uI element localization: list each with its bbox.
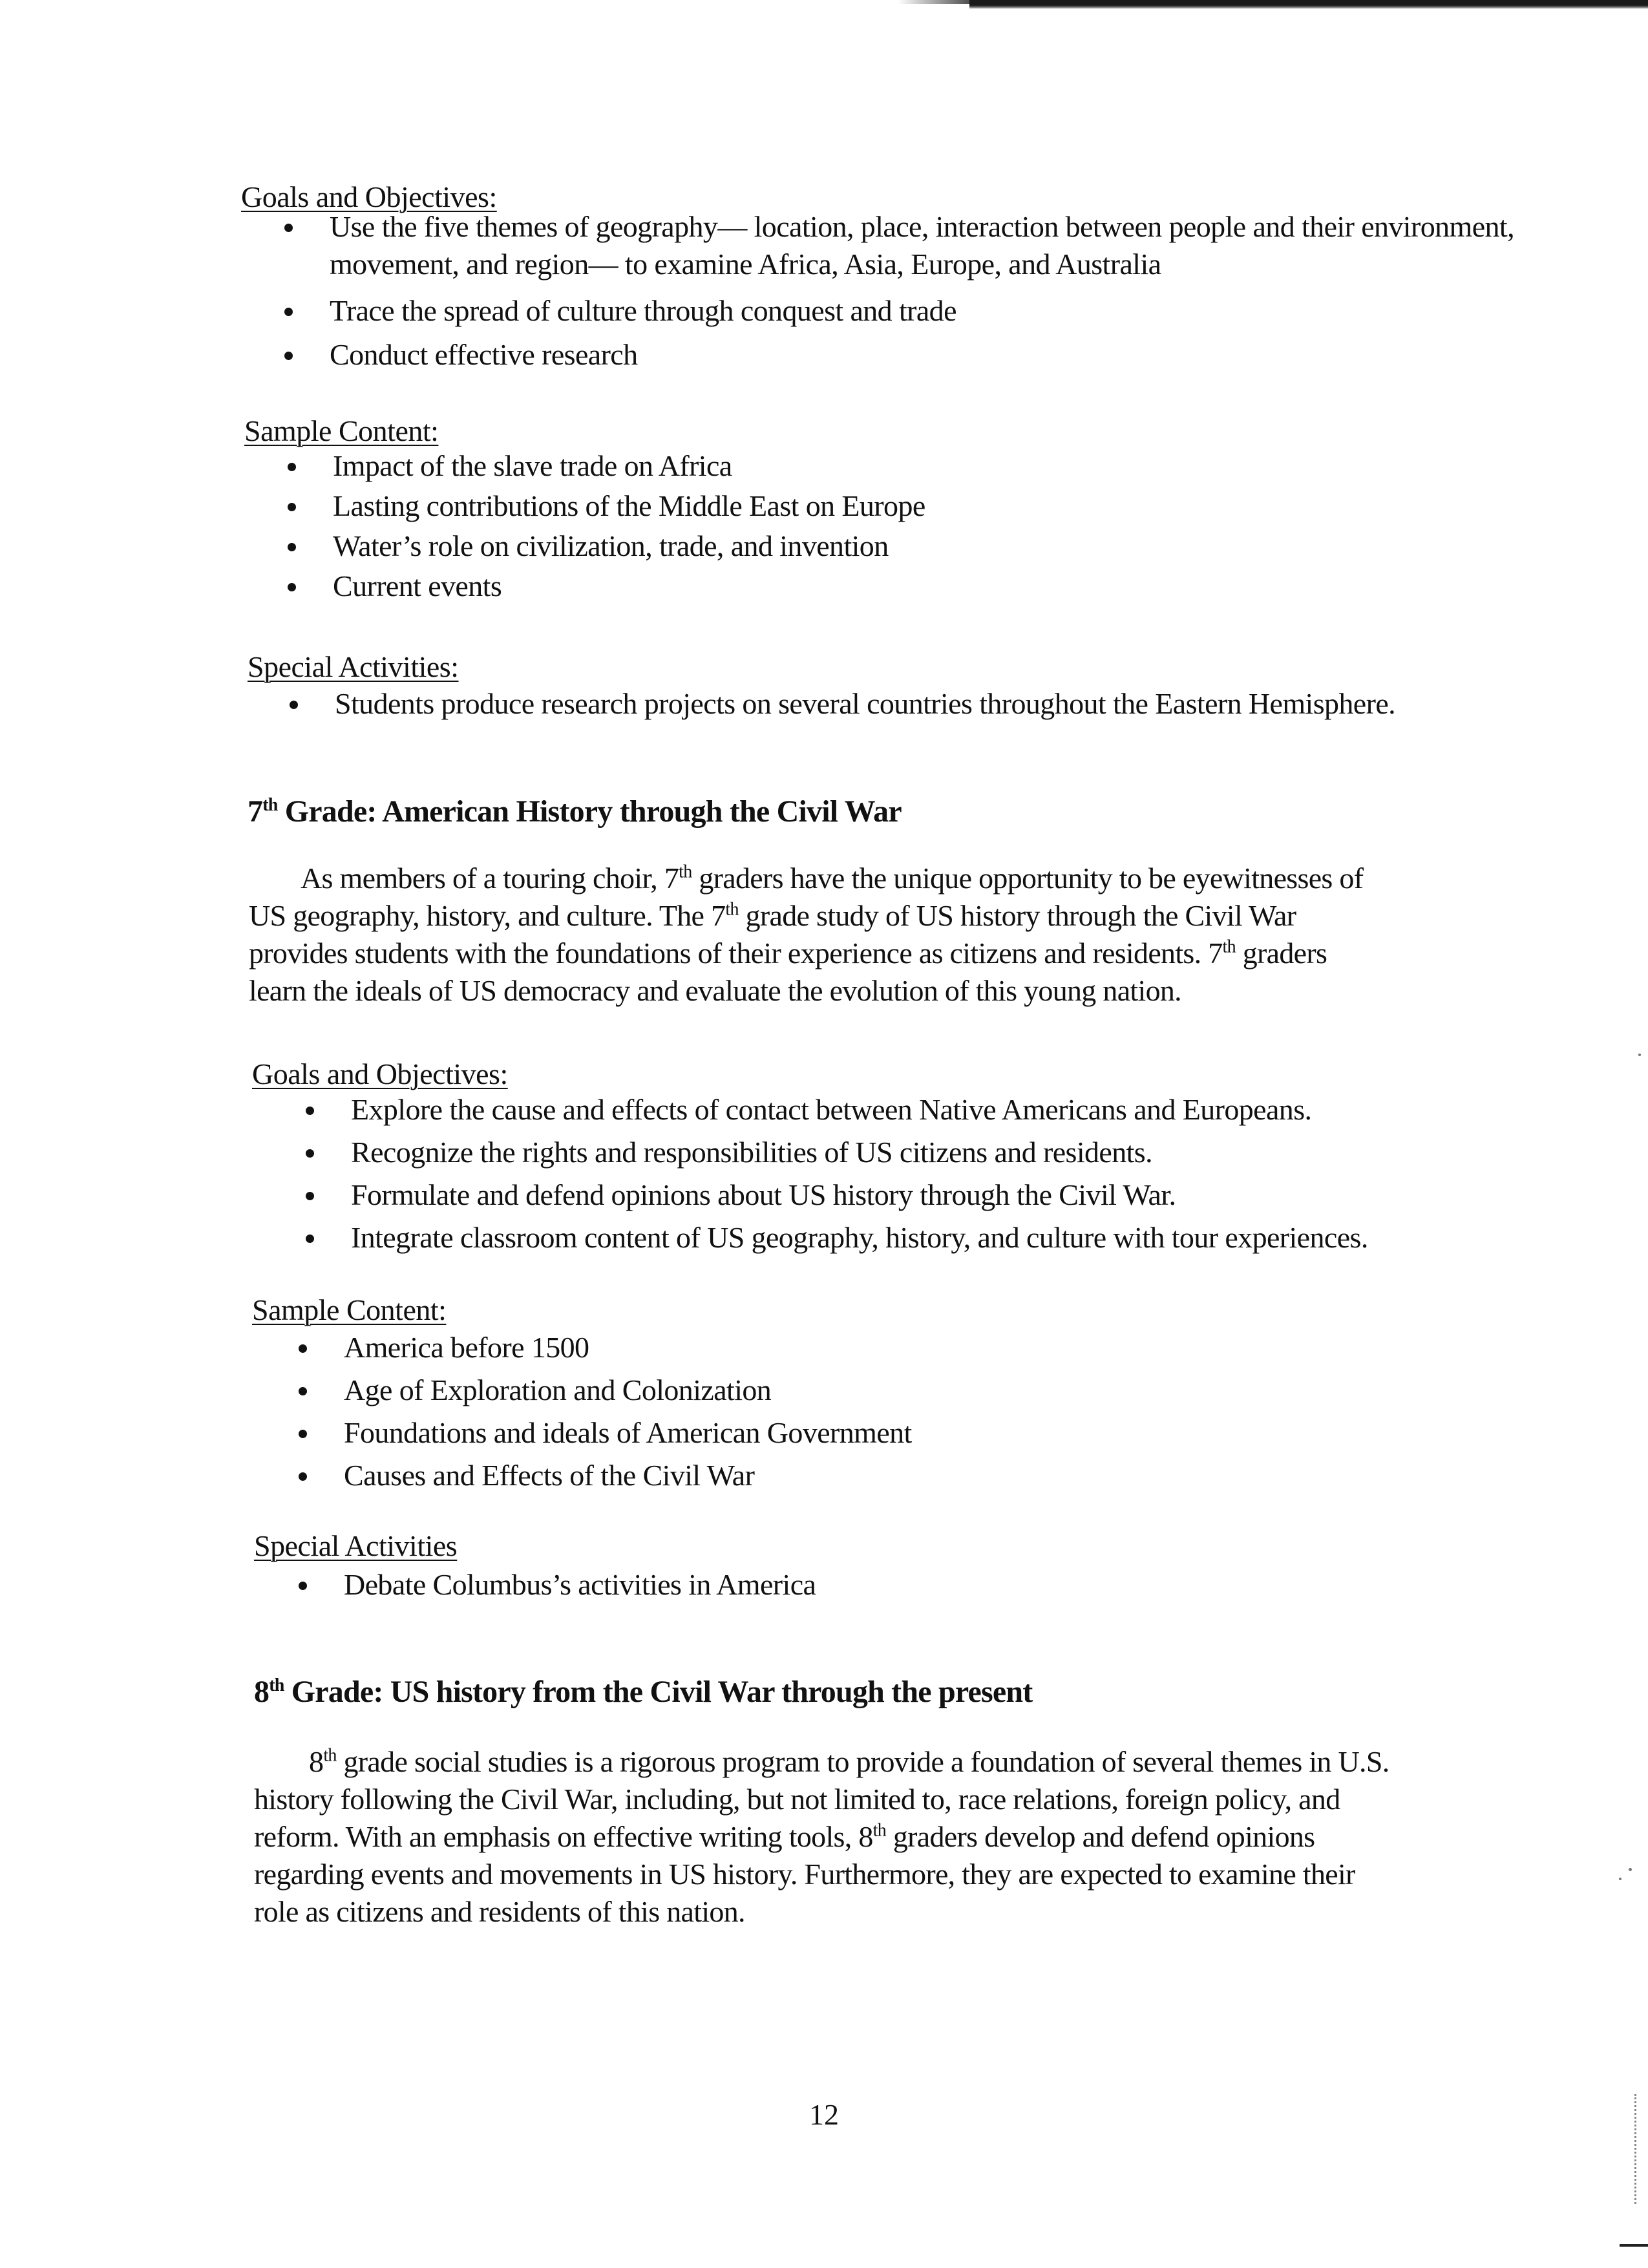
paragraph-line: provides students with the foundations of their experience as citizens and residents. 7th graders (249, 937, 1327, 970)
bullet-icon (288, 503, 296, 511)
grade7-special-activities-label: Special Activities (254, 1529, 458, 1562)
list-item: Formulate and defend opinions about US history through the Civil War. (351, 1176, 1579, 1214)
bullet-icon (284, 224, 293, 232)
special-activities-label: Special Activities: (248, 650, 459, 683)
page-number: 12 (809, 2098, 839, 2131)
bullet-icon (299, 1430, 307, 1438)
paragraph-line: US geography, history, and culture. The 7th grade study of US history through the Civil War (249, 899, 1296, 932)
bullet-icon (284, 352, 293, 360)
list-item: Explore the cause and effects of contact between Native Americans and Europeans. (351, 1091, 1579, 1129)
grade7-intro-paragraph (249, 860, 1541, 1010)
list-item: Current events (333, 567, 1561, 605)
list-item: America before 1500 (344, 1329, 1572, 1366)
bullet-icon (299, 1472, 307, 1481)
grade8-heading: 8th Grade: US history from the Civil War through the present (254, 1675, 1033, 1709)
bullet-icon (306, 1192, 314, 1200)
list-item: Use the five themes of geography— location, place, interaction between people and their environment, movement, and region— to examine Africa, Asia, Europe, and Australia (330, 208, 1558, 283)
list-item: Age of Exploration and Colonization (344, 1372, 1572, 1409)
bullet-icon (299, 1582, 307, 1590)
special-activities-list (335, 685, 1601, 723)
bullet-icon (290, 701, 298, 709)
paragraph-line: 8th grade social studies is a rigorous program to provide a foundation of several themes in U.S. (309, 1745, 1389, 1778)
grade8-intro-paragraph (254, 1743, 1547, 1931)
sample-content-label: Sample Content: (244, 414, 439, 447)
paragraph-line: regarding events and movements in US history. Furthermore, they are expected to examine their (254, 1858, 1355, 1891)
grade7-goals-list (351, 1091, 1579, 1256)
grade7-sample-content-list (344, 1329, 1572, 1494)
goals-label: Goals and Objectives: (241, 180, 497, 213)
bullet-icon (299, 1387, 307, 1395)
bullet-icon (299, 1344, 307, 1353)
grade7-goals-label: Goals and Objectives: (252, 1057, 508, 1090)
paragraph-line: As members of a touring choir, 7th graders have the unique opportunity to be eyewitnesses of (301, 862, 1364, 895)
grade7-sample-content-label: Sample Content: (252, 1293, 447, 1326)
paragraph-line: learn the ideals of US democracy and evaluate the evolution of this young nation. (249, 974, 1181, 1007)
bullet-icon (288, 543, 296, 551)
bullet-icon (288, 583, 296, 591)
list-item: Debate Columbus’s activities in America (344, 1566, 1572, 1604)
bullet-icon (306, 1235, 314, 1243)
bullet-icon (288, 463, 296, 471)
goals-list (330, 208, 1558, 374)
list-item: Causes and Effects of the Civil War (344, 1457, 1572, 1494)
list-item: Water’s role on civilization, trade, and invention (333, 527, 1561, 565)
paragraph-line: history following the Civil War, including, but not limited to, race relations, foreign policy, and (254, 1783, 1340, 1816)
bullet-icon (306, 1107, 314, 1115)
list-item: Conduct effective research (330, 336, 1558, 374)
list-item: Integrate classroom content of US geography, history, and culture with tour experiences. (351, 1219, 1579, 1256)
list-item: Trace the spread of culture through conquest and trade (330, 292, 1558, 330)
list-item: Impact of the slave trade on Africa (333, 447, 1561, 485)
list-item: Lasting contributions of the Middle East on Europe (333, 487, 1561, 525)
sample-content-list (333, 447, 1561, 605)
list-item: Recognize the rights and responsibilities of US citizens and residents. (351, 1134, 1579, 1171)
bullet-icon (284, 308, 293, 316)
bullet-icon (306, 1149, 314, 1158)
grade7-special-activities-list (344, 1566, 1572, 1604)
grade7-heading: 7th Grade: American History through the Civil War (248, 794, 902, 829)
paragraph-line: role as citizens and residents of this nation. (254, 1895, 745, 1928)
list-item: Foundations and ideals of American Government (344, 1414, 1572, 1452)
paragraph-line: reform. With an emphasis on effective writing tools, 8th graders develop and defend opinions (254, 1820, 1315, 1853)
list-item: Students produce research projects on several countries throughout the Eastern Hemisphere. (335, 685, 1601, 723)
